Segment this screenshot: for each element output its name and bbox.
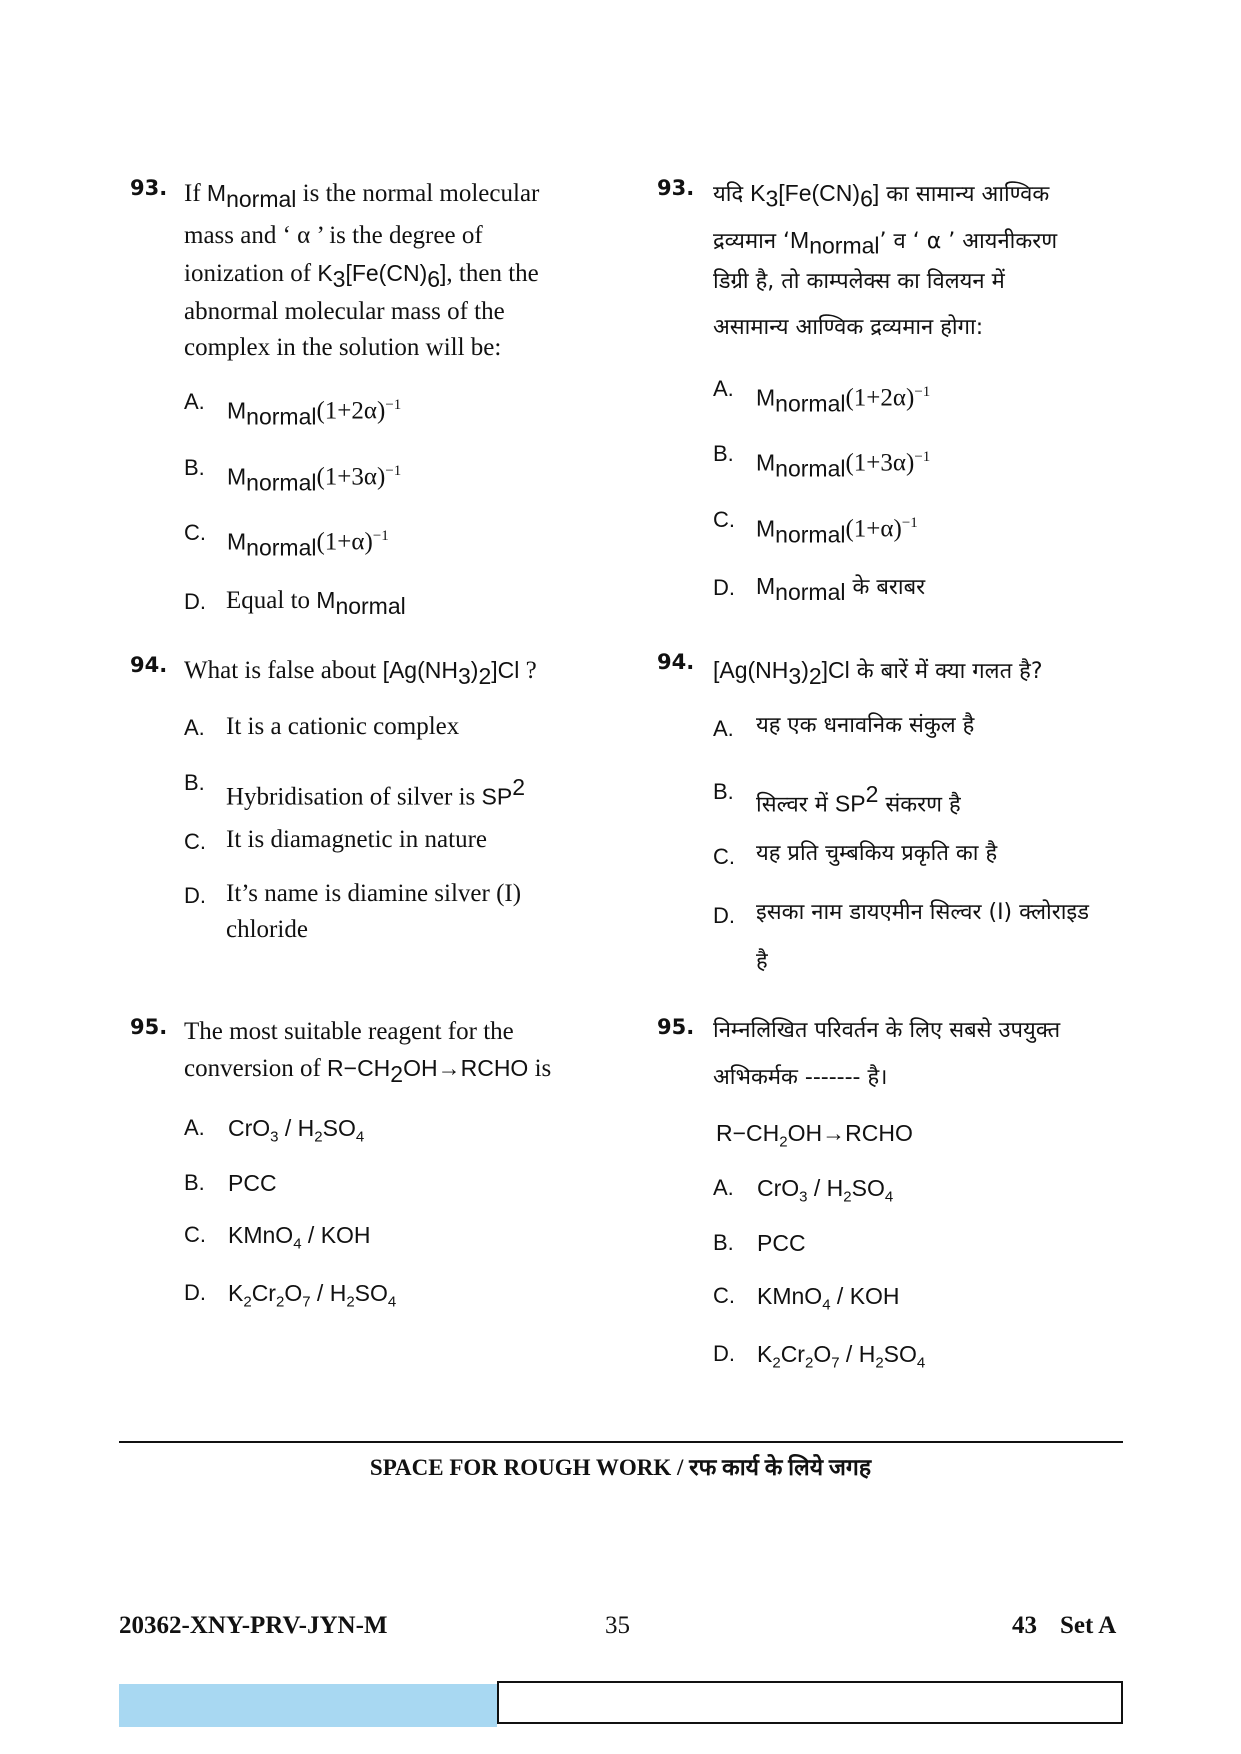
question-number: 93. (130, 176, 168, 200)
set-label: Set A (1060, 1612, 1117, 1639)
question-number: 93. (657, 176, 695, 200)
question-number: 94. (657, 650, 695, 674)
rough-work-label: SPACE FOR ROUGH WORK / रफ कार्य के लिये जगह (369, 1455, 872, 1480)
question-line: The most suitable reagent for the (184, 1018, 514, 1045)
footer-color-bar (119, 1684, 497, 1727)
page-number: 35 (605, 1612, 630, 1639)
question-line: complex in the solution will be: (184, 334, 502, 361)
set-number: 43 (1012, 1612, 1037, 1639)
question-line: mass and ‘ α ’ is the degree of (184, 222, 483, 249)
question-line: abnormal molecular mass of the (184, 298, 505, 325)
question-number: 95. (657, 1015, 695, 1039)
reaction-equation: $R-CH_2OH\to RCHO$ (716, 1120, 913, 1151)
question-line: यदि $K_3[Fe(CN)_6]$ का सामान्य आण्विक (713, 180, 1050, 212)
question-line: द्रव्यमान ‘$M_{normal}$’ व ‘ α ’ आयनीकरण (713, 227, 1058, 259)
rough-work-divider (119, 1441, 1123, 1443)
question-line: निम्नलिखित परिवर्तन के लिए सबसे उपयुक्त (713, 1018, 1061, 1043)
question-number: 94. (130, 653, 168, 677)
question-line: $[Ag(NH_3)_2]Cl$ के बारें में क्या गलत है? (713, 657, 1043, 689)
question-line: अभिकर्मक ------- है। (713, 1065, 888, 1090)
paper-code: 20362-XNY-PRV-JYN-M (119, 1612, 388, 1639)
question-line: What is false about $[Ag(NH_3)_2]Cl$ ? (184, 657, 537, 689)
footer-empty-box (497, 1681, 1123, 1724)
question-line: असामान्य आण्विक द्रव्यमान होगा: (713, 315, 984, 340)
question-line: ionization of $K_3[Fe(CN)_6]$, then the (184, 260, 539, 292)
question-line: डिग्री है, तो काम्पलेक्स का विलयन में (713, 269, 1005, 294)
question-line: If $M_{normal}$ is the normal molecular (184, 180, 540, 212)
question-number: 95. (130, 1015, 168, 1039)
question-line: conversion of $R-CH_2OH\to RCHO$ is (184, 1055, 552, 1087)
